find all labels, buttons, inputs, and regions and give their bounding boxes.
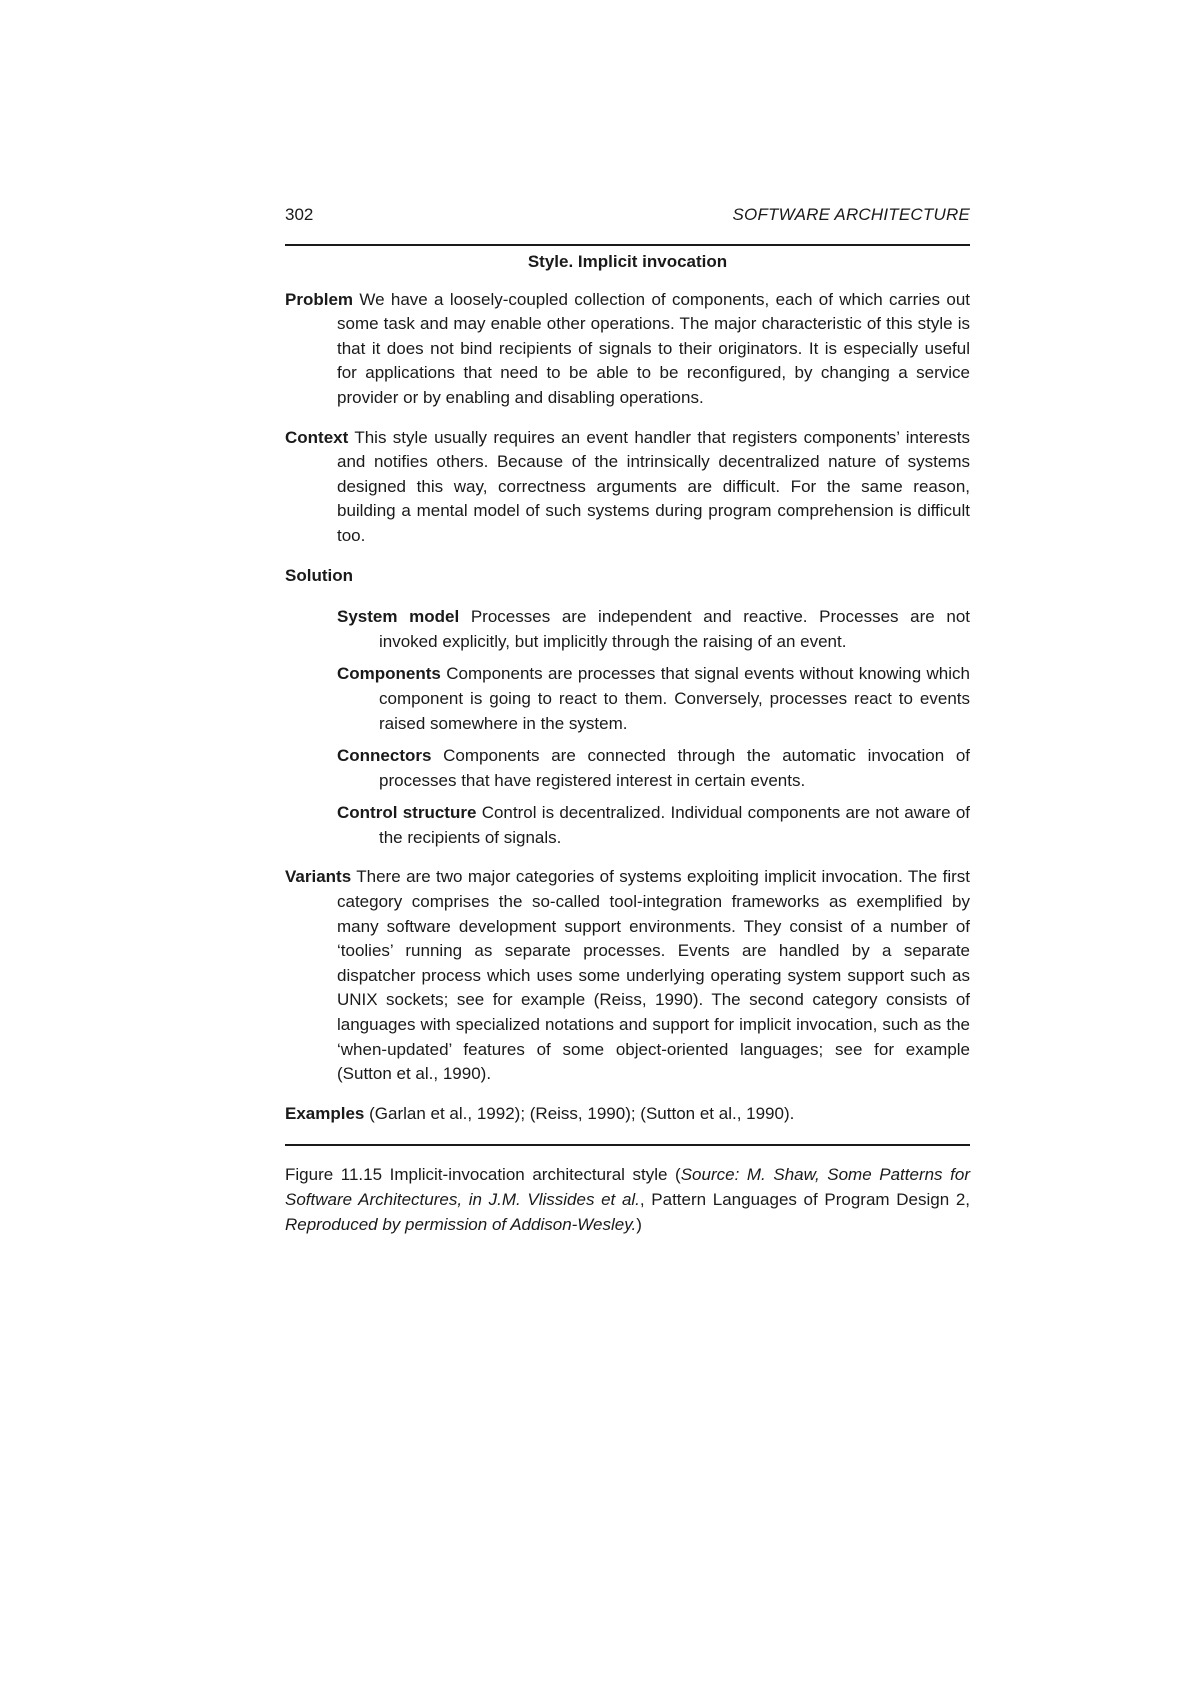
components-label: Components bbox=[337, 664, 441, 684]
control-structure-label: Control structure bbox=[337, 803, 477, 823]
bottom-rule bbox=[285, 1144, 970, 1146]
page-number: 302 bbox=[285, 205, 314, 224]
connectors-label: Connectors bbox=[337, 746, 432, 766]
caption-source-italic: Source: M. Shaw, Some Patterns for Software Architectures, in J.M. Vlissides et al. bbox=[285, 1165, 970, 1209]
style-title: Style. Implicit invocation bbox=[527, 252, 728, 271]
variants-text: There are two major categories of systems exploiting implicit invocation. The first category comprises the so-called tool-integration frameworks as exemplified by many software development support environments. They consist of a number of ‘toolies’ running as separate processes. Events are handled by a separate dispatcher process which uses some underlying operating system support such as UNIX sockets; see for example (Reiss, 1990). The second category consists of languages with specialized notations and support for implicit invocation, such as the ‘when-updated’ features of some object-oriented languages; see for example (Sutton et al., 1990). bbox=[337, 867, 971, 1084]
running-title: SOFTWARE ARCHITECTURE bbox=[732, 205, 970, 224]
solution-item-control-structure bbox=[337, 801, 970, 850]
solution-item-connectors bbox=[337, 744, 970, 793]
system-model-text: Processes are independent and reactive. Processes are not invoked explicitly, but implicitly through the raising of an event. bbox=[379, 607, 970, 651]
examples-entry bbox=[285, 1102, 970, 1127]
figure-caption bbox=[285, 1163, 970, 1237]
system-model-label: System model bbox=[337, 607, 460, 627]
caption-part-1: Figure 11.15 Implicit-invocation architectural style ( bbox=[285, 1165, 681, 1185]
running-head bbox=[285, 203, 970, 229]
problem-label: Problem bbox=[285, 289, 354, 309]
connectors-text: Components are connected through the automatic invocation of processes that have registered interest in certain events. bbox=[379, 746, 970, 790]
context-label: Context bbox=[285, 427, 349, 447]
caption-part-5: ) bbox=[636, 1214, 642, 1234]
solution-item-system-model bbox=[337, 605, 970, 654]
components-text: Components are processes that signal events without knowing which component is going to react to them. Conversely, processes react to events raised somewhere in the system. bbox=[379, 664, 970, 733]
context-entry bbox=[285, 426, 970, 549]
examples-label: Examples bbox=[285, 1103, 365, 1123]
problem-entry bbox=[285, 288, 970, 411]
examples-text: (Garlan et al., 1992); (Reiss, 1990); (Sutton et al., 1990). bbox=[369, 1103, 795, 1123]
caption-part-3: , Pattern Languages of Program Design 2, bbox=[639, 1190, 970, 1209]
solution-item-components bbox=[337, 662, 970, 736]
problem-text: We have a loosely-coupled collection of components, each of which carries out some task and may enable other operations. The major characteristic of this style is that it does not bind recipients of signals to their originators. It is especially useful for applications that need to be able to be reconfigured, by changing a service provider or by enabling and disabling operations. bbox=[337, 289, 971, 407]
top-rule bbox=[285, 244, 970, 246]
variants-entry bbox=[285, 865, 970, 1086]
control-structure-text: Control is decentralized. Individual components are not aware of the recipients of signals. bbox=[379, 803, 971, 847]
variants-label: Variants bbox=[285, 867, 352, 887]
caption-permission-italic: Reproduced by permission of Addison-Wesley. bbox=[285, 1214, 637, 1234]
book-page bbox=[285, 203, 970, 1237]
solution-heading: Solution bbox=[285, 565, 353, 585]
context-text: This style usually requires an event handler that registers components’ interests and notifies others. Because of the intrinsically decentralized nature of systems designed this way, correctness arguments are difficult. For the same reason, building a mental model of such systems during program comprehension is difficult too. bbox=[337, 427, 970, 545]
